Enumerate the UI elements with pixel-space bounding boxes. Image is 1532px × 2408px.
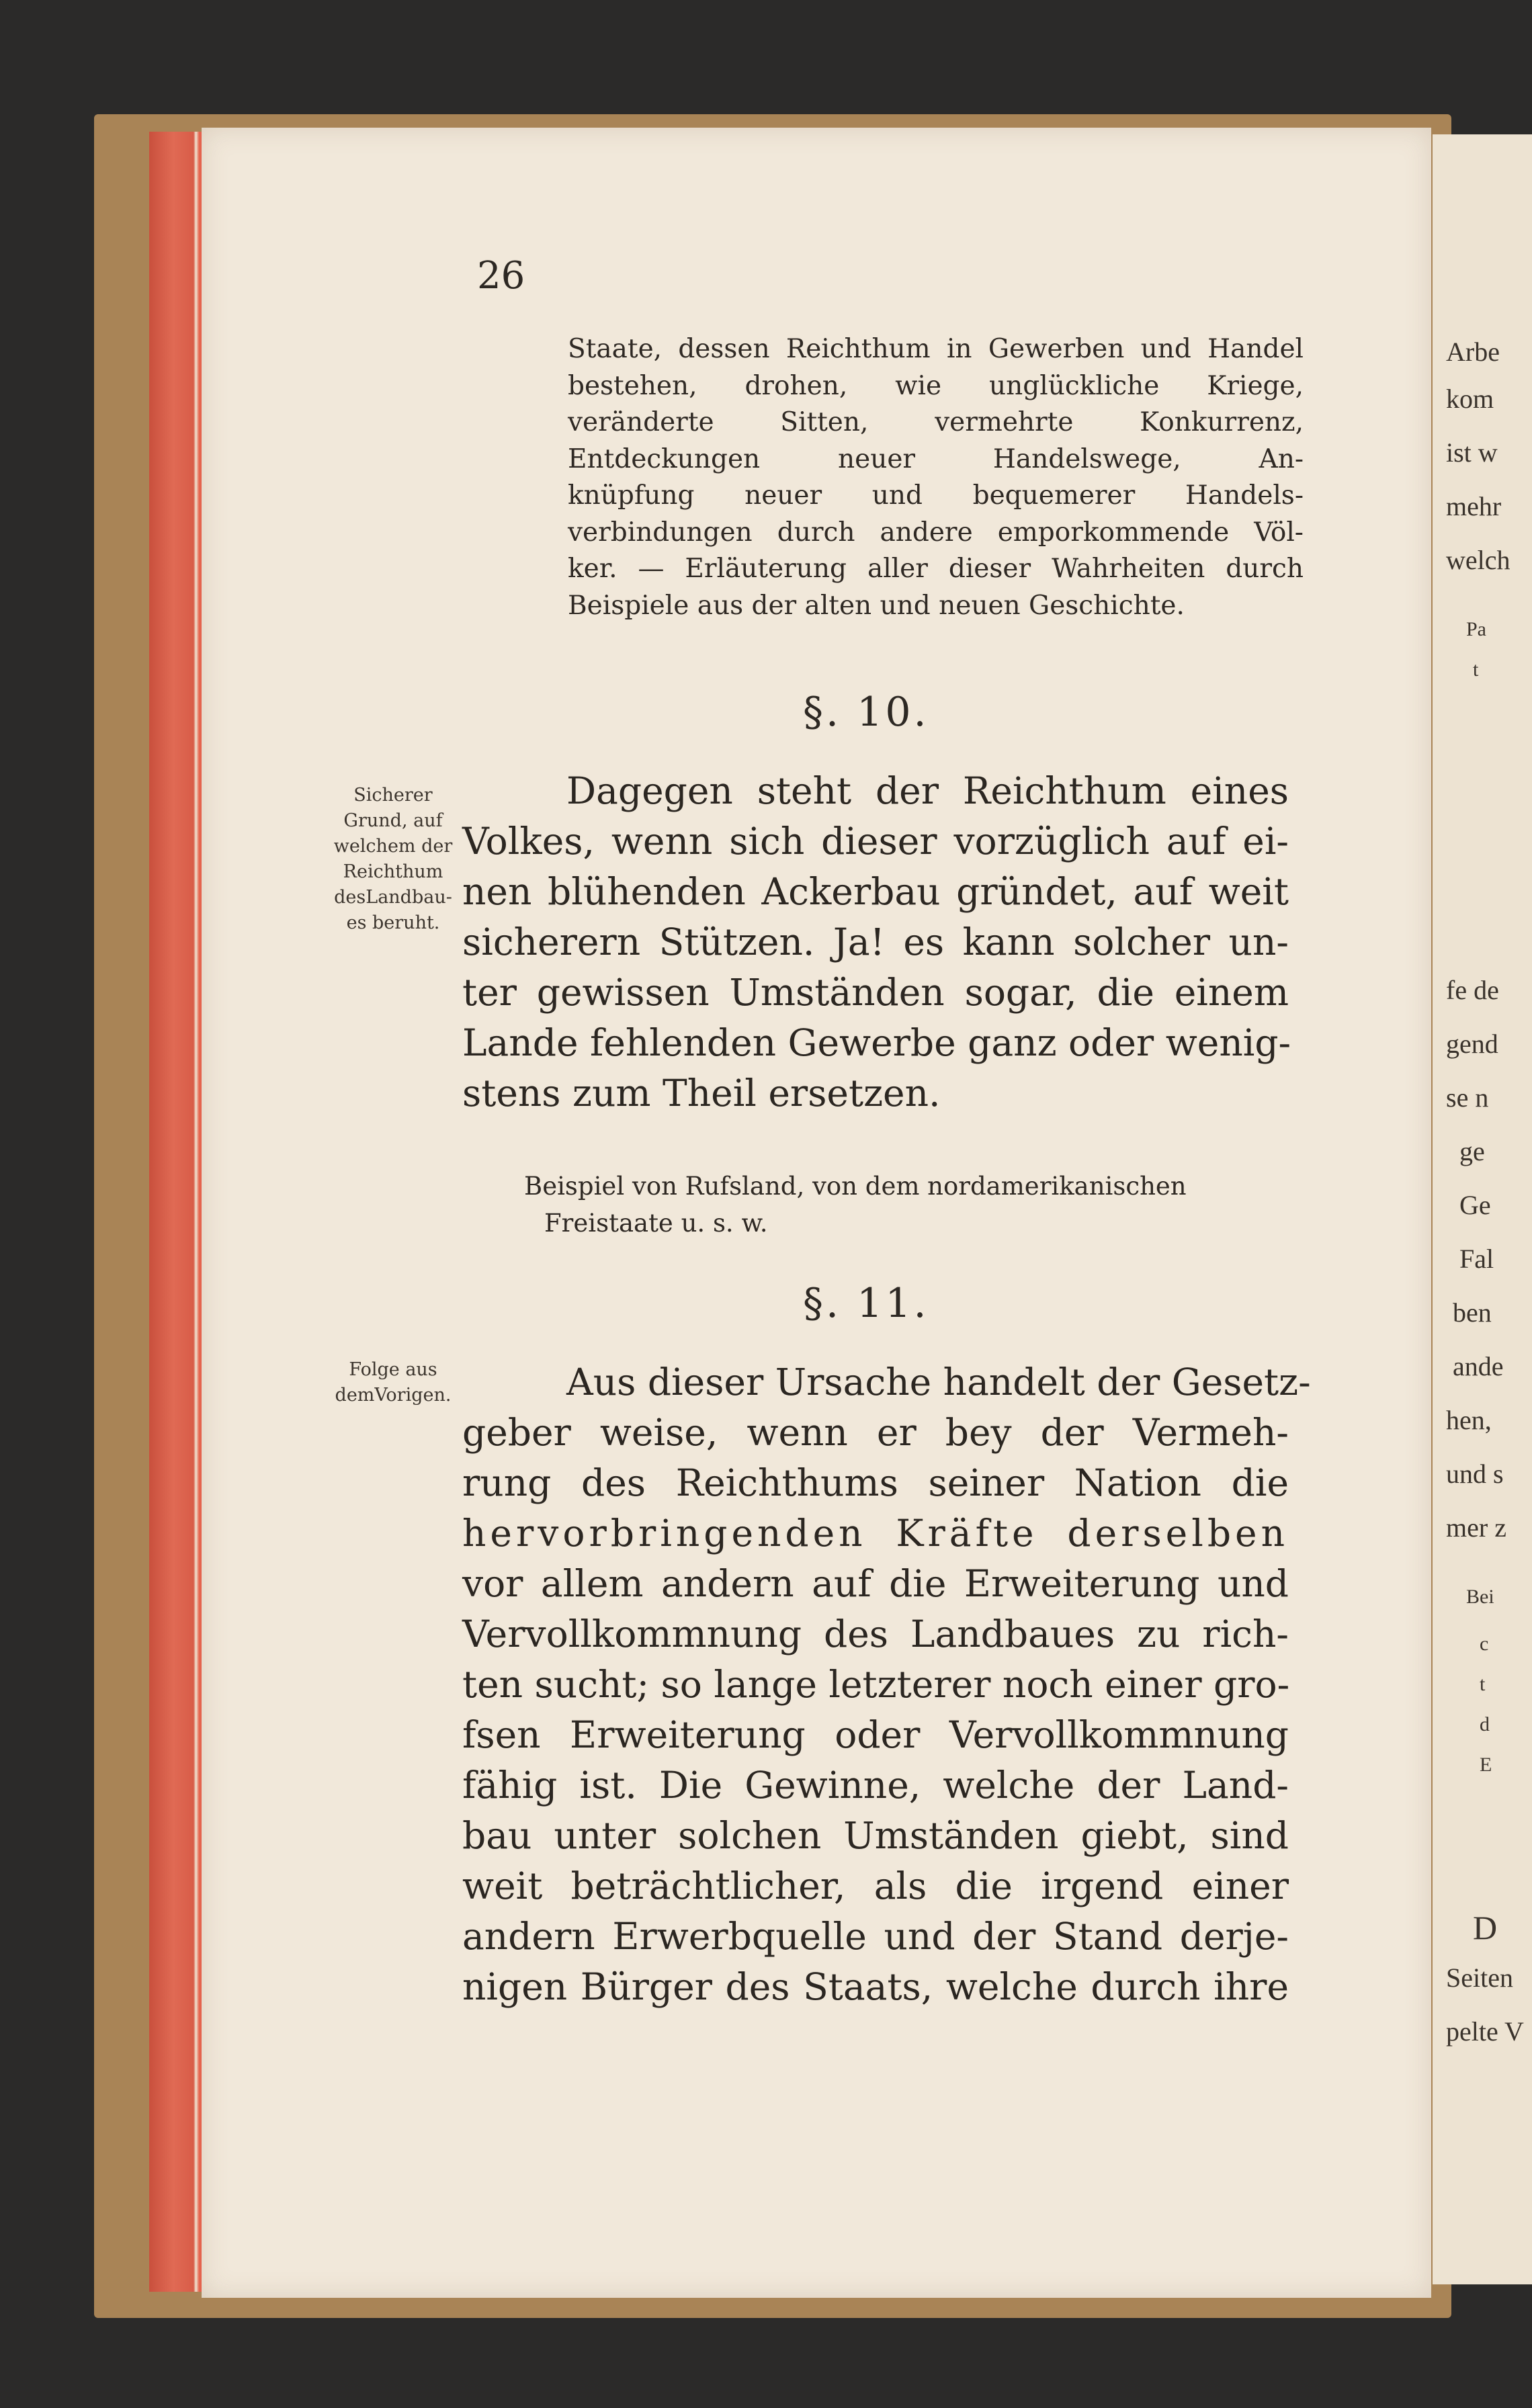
facing-page — [1433, 134, 1532, 2284]
facing-fragment: Pa — [1466, 618, 1486, 640]
text-line: Staate, dessen Reichthum in Gewerben und Handel — [568, 334, 1304, 364]
text-line: bau unter solchen Umständen giebt, sind — [462, 1814, 1289, 1857]
facing-fragment: welch — [1446, 545, 1510, 575]
page-number: 26 — [477, 254, 525, 298]
text-line: fsen Erweiterung oder Vervollkommnung — [462, 1713, 1289, 1756]
facing-fragment: Arbe — [1446, 337, 1500, 367]
text-line: sicherern Stützen. Ja! es kann solcher un- — [462, 920, 1289, 963]
facing-fragment: ge — [1459, 1136, 1485, 1166]
text-line: Dagegen steht der Reichthum eines — [566, 769, 1289, 812]
text-line: rung des Reichthums seiner Nation die — [462, 1461, 1289, 1504]
facing-fragment: Ge — [1459, 1190, 1491, 1220]
text-line: andern Erwerbquelle und der Stand derje- — [462, 1915, 1289, 1958]
text-line: verbindungen durch andere emporkommende Völ- — [568, 517, 1304, 548]
text-line: nigen Bürger des Staats, welche durch ihre — [462, 1965, 1289, 2008]
facing-fragment: E — [1480, 1754, 1492, 1776]
facing-fragment: c — [1480, 1633, 1489, 1655]
example-note: Beispiel von Rufsland, von dem nordamerikanischen Freistaate u. s. w. — [524, 1172, 1187, 1238]
facing-fragment: kom — [1446, 384, 1494, 414]
text-line: Volkes, wenn sich dieser vorzüglich auf ei- — [462, 820, 1289, 863]
paragraph — [462, 766, 1289, 1119]
text-line: bestehen, drohen, wie unglückliche Kriege, — [568, 370, 1304, 401]
text-line: fähig ist. Die Gewinne, welche der Land- — [462, 1764, 1289, 1807]
section-heading: §. 10. — [803, 689, 929, 736]
text-line: ker. — Erläuterung aller dieser Wahrheiten durch — [568, 554, 1304, 584]
facing-fragment: mer z — [1446, 1512, 1506, 1543]
section-heading: §. 11. — [803, 1280, 929, 1327]
continuation-paragraph — [568, 331, 1304, 624]
facing-fragment: fe de — [1446, 975, 1499, 1005]
facing-fragment: d — [1480, 1713, 1490, 1735]
text-line: Lande fehlenden Gewerbe ganz oder wenig- — [462, 1021, 1291, 1064]
text-line: knüpfung neuer und bequemerer Handels- — [568, 480, 1304, 511]
facing-fragment: ben — [1453, 1297, 1492, 1328]
facing-fragment: mehr — [1446, 491, 1502, 521]
text-line: vor allem andern auf die Erweiterung und — [462, 1562, 1289, 1605]
text-line: stens zum Theil ersetzen. — [462, 1072, 941, 1115]
text-line: Beispiele aus der alten und neuen Geschichte. — [568, 590, 1185, 621]
text-line: hervorbringenden Kräfte derselben — [462, 1512, 1289, 1555]
text-line: nen blühenden Ackerbau gründet, auf weit — [462, 870, 1289, 913]
text-line: ter gewissen Umständen sogar, die einem — [462, 971, 1289, 1014]
text-line: Aus dieser Ursache handelt der Gesetz- — [566, 1361, 1311, 1404]
facing-fragment: t — [1473, 658, 1479, 681]
facing-fragment: Seiten — [1446, 1963, 1513, 1993]
facing-fragment: D — [1473, 1909, 1498, 1946]
facing-fragment: Bei — [1466, 1586, 1494, 1608]
facing-fragment: pelte V — [1446, 2016, 1524, 2047]
paragraph — [462, 1357, 1311, 2012]
facing-fragment: se n — [1446, 1082, 1489, 1113]
margin-note: Folge aus demVorigen. — [335, 1359, 452, 1406]
facing-fragment: hen, — [1446, 1405, 1492, 1435]
facing-fragment: und s — [1446, 1459, 1504, 1489]
text-line: veränderte Sitten, vermehrte Konkurrenz, — [568, 407, 1304, 437]
text-line: geber weise, wenn er bey der Vermeh- — [462, 1411, 1289, 1454]
facing-fragment: gend — [1446, 1029, 1498, 1059]
text-line: Entdeckungen neuer Handelswege, An- — [568, 443, 1304, 474]
facing-fragment: Fal — [1459, 1244, 1494, 1274]
facing-fragment: t — [1480, 1673, 1486, 1695]
text-line: ten sucht; so lange letzterer noch einer gro- — [462, 1663, 1290, 1706]
facing-fragment: ande — [1453, 1351, 1504, 1381]
text-line: Vervollkommnung des Landbaues zu rich- — [462, 1612, 1289, 1656]
text-line: weit beträchtlicher, als die irgend einer — [462, 1864, 1289, 1907]
margin-note: Sicherer Grund, auf welchem der Reichthum desLandbau- es beruht. — [333, 785, 453, 933]
facing-fragment: ist w — [1446, 437, 1498, 468]
